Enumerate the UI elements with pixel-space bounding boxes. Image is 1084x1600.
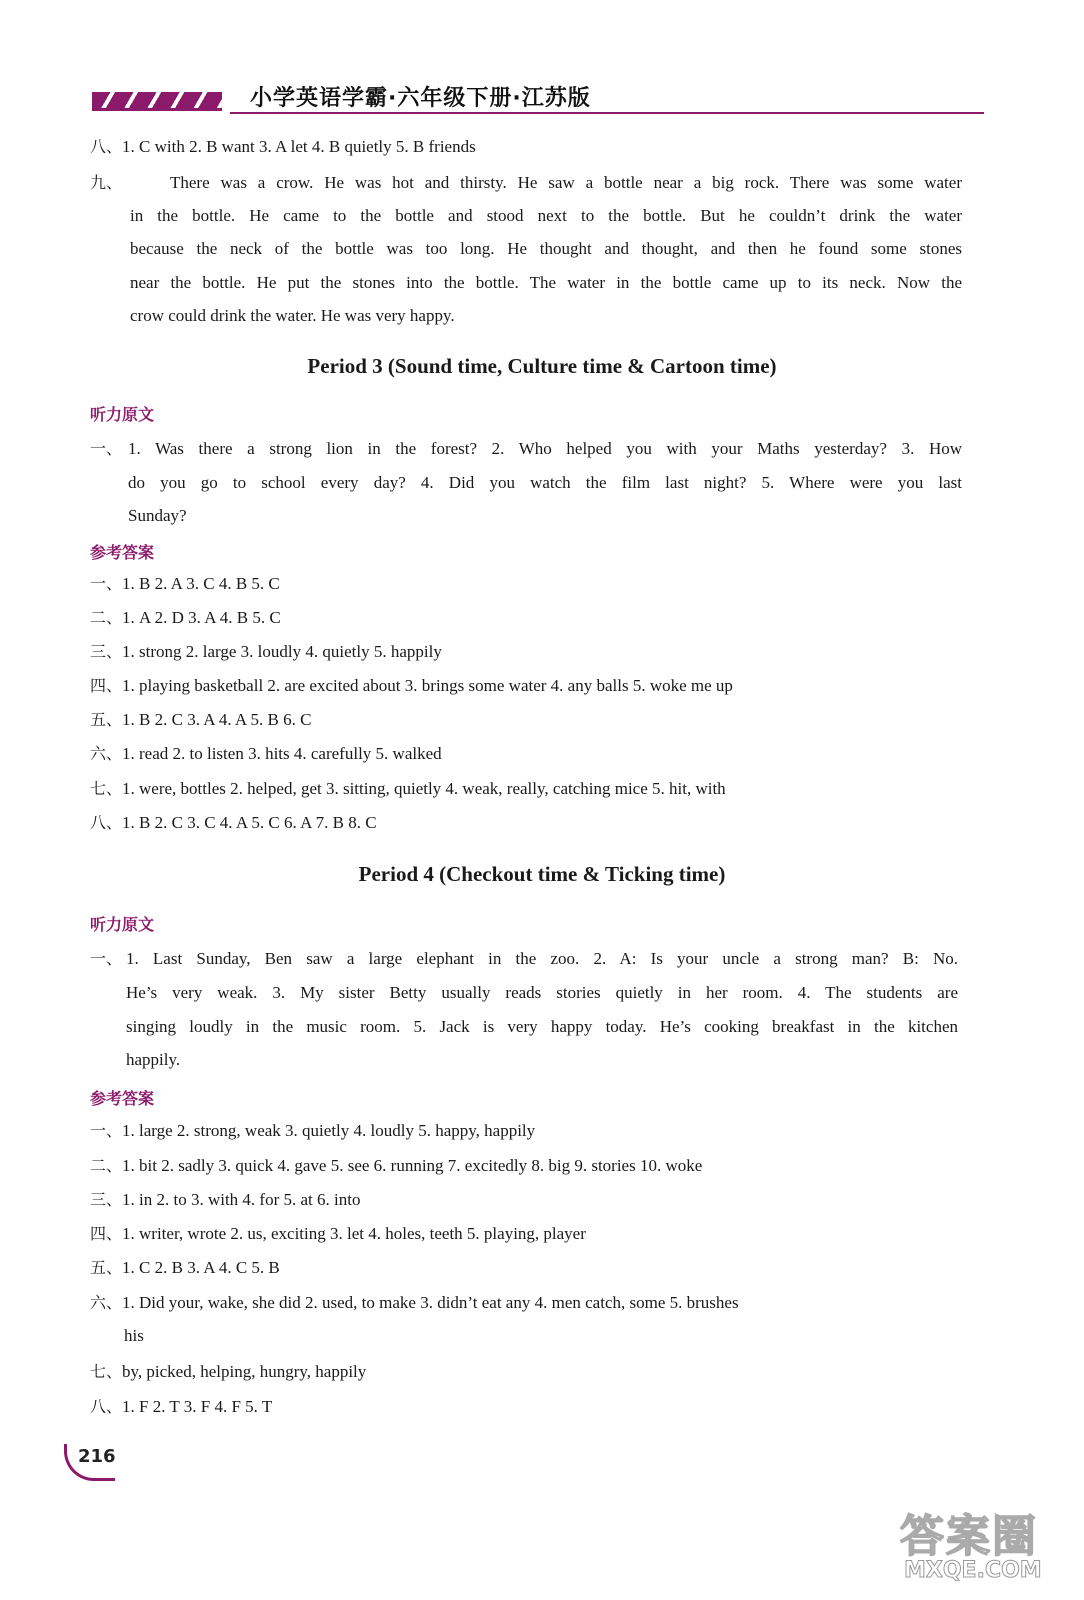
answer-row: 一、1. large 2. strong, weak 3. quietly 4. loudly 5. happy, happily xyxy=(90,1121,536,1140)
header-stripe-decoration xyxy=(92,92,222,111)
header-title: 小学英语学霸·六年级下册·江苏版 xyxy=(250,86,591,111)
listening-line: 1. Last Sunday, Ben saw a large elephant in the zoo. 2. A: Is your uncle a strong man? B: No. xyxy=(126,949,958,968)
answer-row: 四、1. playing basketball 2. are excited about 3. brings some water 4. any balls 5. woke me up xyxy=(90,676,733,695)
answer-row: 二、1. bit 2. sadly 3. quick 4. gave 5. see 6. running 7. excitedly 8. big 9. stories 10. woke xyxy=(90,1156,703,1175)
period4-listening-heading: 听力原文 xyxy=(90,915,155,934)
listening-line: singing loudly in the music room. 5. Jack is very happy today. He’s cooking breakfast in the kitchen xyxy=(126,1017,958,1036)
answer-row: 八、1. C with 2. B want 3. A let 4. B quietly 5. B friends xyxy=(90,137,476,156)
period3-title: Period 3 (Sound time, Culture time & Cartoon time) xyxy=(307,354,777,378)
period3-answers-heading: 参考答案 xyxy=(90,543,155,562)
passage-line: in the bottle. He came to the bottle and stood next to the bottle. But he couldn’t drink the water xyxy=(130,206,962,225)
answer-row: 三、1. in 2. to 3. with 4. for 5. at 6. into xyxy=(90,1190,361,1209)
passage-line: because the neck of the bottle was too long. He thought and thought, and then he found some stones xyxy=(130,239,962,258)
answer-row: 四、1. writer, wrote 2. us, exciting 3. let 4. holes, teeth 5. playing, player xyxy=(90,1224,586,1243)
answer-row: 五、1. B 2. C 3. A 4. A 5. B 6. C xyxy=(90,710,312,729)
page-number: 216 xyxy=(64,1444,118,1478)
period4-title: Period 4 (Checkout time & Ticking time) xyxy=(358,862,726,886)
answer-row: 七、1. were, bottles 2. helped, get 3. sitting, quietly 4. weak, really, catching mice 5. hit, with xyxy=(90,779,726,798)
listening-line: He’s very weak. 3. My sister Betty usually reads stories quietly in her room. 4. The students are xyxy=(126,983,958,1002)
passage-line: crow could drink the water. He was very happy. xyxy=(130,306,455,325)
passage-line: near the bottle. He put the stones into the bottle. The water in the bottle came up to its neck. Now the xyxy=(130,273,962,292)
answer-row: 二、1. A 2. D 3. A 4. B 5. C xyxy=(90,608,281,627)
answer-row: 六、1. read 2. to listen 3. hits 4. carefully 5. walked xyxy=(90,744,442,763)
answer-row: 五、1. C 2. B 3. A 4. C 5. B xyxy=(90,1258,280,1277)
watermark: 答案圈 MXQE.COM xyxy=(900,1511,1042,1583)
listening-label: 一、 xyxy=(90,949,123,968)
answer-row: 一、1. B 2. A 3. C 4. B 5. C xyxy=(90,574,280,593)
period4-answers-heading: 参考答案 xyxy=(90,1089,155,1108)
answer-row: 三、1. strong 2. large 3. loudly 4. quietly 5. happily xyxy=(90,642,442,661)
passage-line: There was a crow. He was hot and thirsty. He saw a bottle near a big rock. There was some water xyxy=(170,173,962,192)
passage-label: 九、 xyxy=(90,173,123,192)
answer-row: 八、1. B 2. C 3. C 4. A 5. C 6. A 7. B 8. C xyxy=(90,813,377,832)
header-rule xyxy=(230,112,984,114)
answer-row: 六、1. Did your, wake, she did 2. used, to make 3. didn’t eat any 4. men catch, some 5. brushes xyxy=(90,1293,739,1312)
listening-line: do you go to school every day? 4. Did you watch the film last night? 5. Where were you last xyxy=(128,473,962,492)
listening-line: Sunday? xyxy=(128,506,187,525)
page-header xyxy=(90,78,984,118)
listening-label: 一、 xyxy=(90,439,123,458)
listening-line: 1. Was there a strong lion in the forest? 2. Who helped you with your Maths yesterday? 3. How xyxy=(128,439,962,458)
answer-row: 八、1. F 2. T 3. F 4. F 5. T xyxy=(90,1397,273,1416)
answer-row: 七、by, picked, helping, hungry, happily xyxy=(90,1362,367,1381)
answer-row-continuation: his xyxy=(124,1326,144,1345)
period3-listening-heading: 听力原文 xyxy=(90,405,155,424)
listening-line: happily. xyxy=(126,1050,181,1069)
